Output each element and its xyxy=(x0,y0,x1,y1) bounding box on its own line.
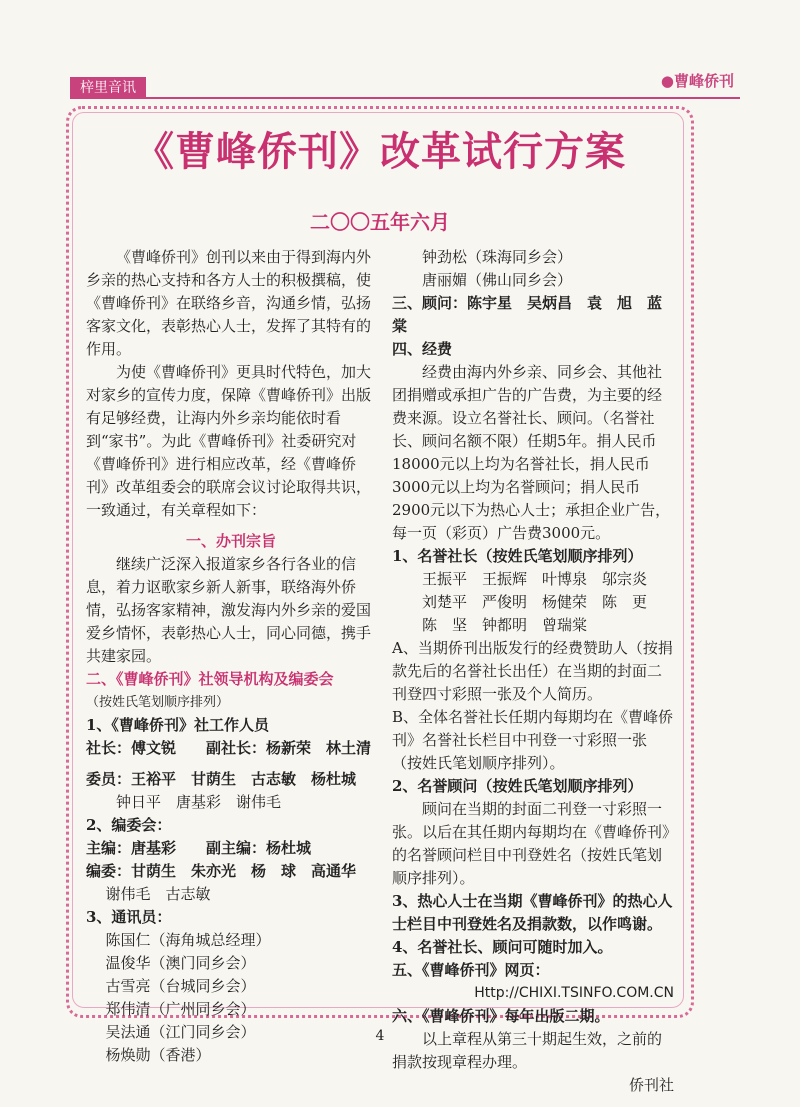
signature: 侨刊社 xyxy=(628,1076,674,1094)
section-heading: 一、办刊宗旨 xyxy=(185,532,276,550)
paragraph: 4、名誉社长、顾问可随时加入。 xyxy=(392,938,613,956)
correspondent: 吴法通（江门同乡会） xyxy=(105,1023,256,1041)
section-heading: 四、经费 xyxy=(392,340,453,358)
name-list: 刘楚平 严俊明 杨健荣 陈 更 xyxy=(422,593,648,611)
staff-line: 委员：王裕平 甘荫生 古志敏 杨杜城 xyxy=(86,770,357,788)
paragraph: 以上章程从第三十期起生效，之前的捐款按现章程办理。 xyxy=(392,1030,663,1071)
subheading: 1、名誉社长（按姓氏笔划顺序排列） xyxy=(392,547,643,565)
paragraph: B、全体名誉社长任期内每期均在《曹峰侨刊》名誉社长栏目中刊登一寸彩照一张（按姓氏笔划顺序排列）。 xyxy=(392,708,674,772)
correspondent: 唐丽媚（佛山同乡会） xyxy=(422,271,573,289)
article-date: 二〇〇五年六月 xyxy=(310,210,450,234)
header-rule xyxy=(70,97,740,99)
paragraph: 经费由海内外乡亲、同乡会、其他社团捐赠或承担广告的广告费，为主要的经费来源。设立名誉社长、顾问。（名誉社长、顾问名额不限）任期5年。捐人民币18000元以上均为名誉社长，捐人民币3000元以上均为名誉顾问；捐人民币2900元以下为热心人士；承担企业广告，每一页（彩页）广告费3000元。 xyxy=(392,363,671,542)
subheading: 3、通讯员： xyxy=(86,908,172,926)
paragraph: 《曹峰侨刊》创刊以来由于得到海内外乡亲的热心支持和各方人士的积极撰稿，使《曹峰侨刊》在联络乡音，沟通乡情，弘扬客家文化，表彰热心人士，发挥了其特有的作用。 xyxy=(86,248,372,358)
subheading: 六、《曹峰侨刊》每年出版二期。 xyxy=(392,1007,610,1025)
section-heading: 二、《曹峰侨刊》社领导机构及编委会 xyxy=(86,670,334,688)
correspondent: 陈国仁（海角城总经理） xyxy=(105,931,271,949)
note: （按姓氏笔划顺序排列） xyxy=(86,695,230,710)
right-column xyxy=(392,246,678,1097)
correspondent: 杨焕勋（香港） xyxy=(105,1046,211,1064)
staff-line: 谢伟毛 古志敏 xyxy=(105,885,211,903)
correspondent: 郑伟清（广州同乡会） xyxy=(105,1000,256,1018)
staff-line: 钟日平 唐基彩 谢伟毛 xyxy=(116,793,282,811)
subheading: 五、《曹峰侨刊》网页： xyxy=(392,961,550,979)
staff-line: 编委：甘荫生 朱亦光 杨 球 高通华 xyxy=(86,862,357,880)
subheading: 1、《曹峰侨刊》社工作人员 xyxy=(86,716,269,734)
subheading: 2、名誉顾问（按姓氏笔划顺序排列） xyxy=(392,777,643,795)
staff-line: 主编：唐基彩 副主编：杨杜城 xyxy=(86,839,312,857)
paragraph: 顾问在当期的封面二刊登一寸彩照一张。以后在其任期内每期均在《曹峰侨刊》的名誉顾问栏目中刊登姓名（按姓氏笔划顺序排列）。 xyxy=(392,800,670,887)
subheading: 2、编委会： xyxy=(86,816,172,834)
advisors: 三、顾问：陈宇星 吴炳昌 袁 旭 蓝 棠 xyxy=(392,294,678,335)
correspondent: 古雪亮（台城同乡会） xyxy=(105,977,256,995)
publication-name: ●曹峰侨刊 xyxy=(660,72,734,90)
paragraph: 继续广泛深入报道家乡各行各业的信息，着力讴歌家乡新人新事，联络海外侨情，弘扬客家精神，激发海内外乡亲的爱国爱乡情怀，表彰热心人士，同心同德，携手共建家园。 xyxy=(86,555,372,665)
website-url: Http://CHIXI.TSINFO.COM.CN xyxy=(474,985,674,1001)
left-column xyxy=(86,246,376,1067)
paragraph: A、当期侨刊出版发行的经费赞助人（按捐款先后的名誉社长出任）在当期的封面二刊登四寸彩照一张及个人简历。 xyxy=(392,639,673,703)
name-list: 王振平 王振辉 叶博泉 邬宗炎 xyxy=(422,570,648,588)
paragraph: 为使《曹峰侨刊》更具时代特色，加大对家乡的宣传力度，保障《曹峰侨刊》出版有足够经费，让海内外乡亲均能依时看到“家书”。为此《曹峰侨刊》社委研究对《曹峰侨刊》进行相应改革，经《曹峰侨刊》改革组委会的联席会议讨论取得共识，一致通过，有关章程如下： xyxy=(86,363,372,519)
paragraph: 3、热心人士在当期《曹峰侨刊》的热心人士栏目中刊登姓名及捐款数，以作鸣谢。 xyxy=(392,892,673,933)
name-list: 陈 坚 钟都明 曾瑞棠 xyxy=(422,616,588,634)
section-tag: 梓里音讯 xyxy=(70,77,146,99)
correspondent: 钟劲松（珠海同乡会） xyxy=(422,248,573,266)
staff-line: 社长：傅文锐 副社长：杨新荣 林土清 xyxy=(86,739,372,757)
correspondent: 温俊华（澳门同乡会） xyxy=(105,954,256,972)
page-number: 4 xyxy=(375,1028,385,1044)
article-title: 《曹峰侨刊》改革试行方案 xyxy=(134,128,626,175)
